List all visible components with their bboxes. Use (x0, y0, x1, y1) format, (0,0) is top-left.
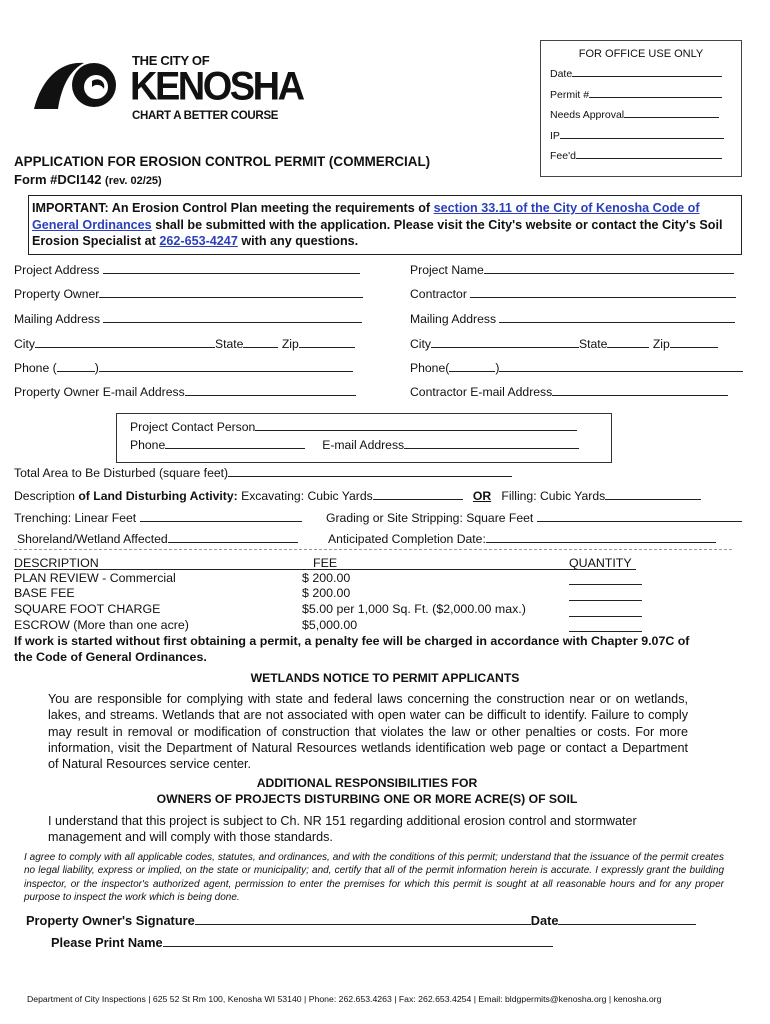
page-footer: Department of City Inspections | 625 52 St Rm 100, Kenosha WI 53140 | Phone: 262.653.4263 | Fax: 262.653.4254 | Email: bldgpermits@kenosha.org | kenosha.org (27, 994, 662, 1004)
fee-table-header-quantity: QUANTITY (569, 556, 632, 570)
logo-line-1: THE CITY OF (132, 53, 210, 68)
form-number-code: Form #DCI142 (14, 172, 102, 187)
fee-table-header-rule (14, 569, 636, 570)
fee-row: PLAN REVIEW - Commercial (14, 571, 176, 585)
owner-mailing-address-field[interactable]: Mailing Address (14, 312, 362, 326)
contractor-phone-field[interactable]: Phone( ) (410, 361, 743, 375)
fee-table-header-description: DESCRIPTION (14, 556, 99, 570)
office-date-field[interactable]: Date (550, 64, 741, 85)
form-revision: (rev. 02/25) (105, 175, 162, 187)
fee-row: ESCROW (More than one acre) (14, 618, 189, 632)
additional-text: I understand that this project is subject to Ch. NR 151 regarding additional erosion control and stormwater management and will comply with those standards. (48, 814, 637, 845)
city-logo (32, 53, 303, 123)
contractor-city-state-zip-field[interactable]: City State Zip (410, 337, 718, 351)
owner-city-state-zip-field[interactable]: City State Zip (14, 337, 355, 351)
contact-phone-email-field[interactable]: Phone E-mail Address (130, 438, 579, 452)
fee-value: $5.00 per 1,000 Sq. Ft. ($2,000.00 max.) (302, 602, 526, 616)
office-use-box (540, 40, 742, 177)
project-contact-box (116, 413, 612, 463)
total-area-field[interactable]: Total Area to Be Disturbed (square feet) (14, 466, 512, 480)
owner-signature-field[interactable]: Property Owner's Signature Date (26, 913, 696, 928)
grading-field[interactable]: Grading or Site Stripping: Square Feet (326, 511, 742, 525)
specialist-phone-link[interactable]: 262-653-4247 (159, 234, 238, 248)
wetlands-title: WETLANDS NOTICE TO PERMIT APPLICANTS (250, 671, 520, 685)
office-use-title: FOR OFFICE USE ONLY (578, 48, 704, 60)
print-name-field[interactable]: Please Print Name (51, 935, 553, 950)
page-title: APPLICATION FOR EROSION CONTROL PERMIT (COMMERCIAL) (14, 154, 431, 169)
fee-value: $ 200.00 (302, 571, 351, 585)
quantity-input[interactable] (569, 584, 642, 585)
project-name-field[interactable]: Project Name (410, 263, 734, 277)
property-owner-field[interactable]: Property Owner (14, 287, 363, 301)
additional-title-1: ADDITIONAL RESPONSIBILITIES FOR (256, 776, 478, 790)
owner-phone-field[interactable]: Phone ( ) (14, 361, 353, 375)
quantity-input[interactable] (569, 631, 642, 632)
land-disturbing-description[interactable]: Description of Land Disturbing Activity: Excavating: Cubic Yards OR Filling: Cubic Yards (14, 489, 701, 503)
quantity-input[interactable] (569, 616, 642, 617)
fee-value: $ 200.00 (302, 586, 351, 600)
contact-person-field[interactable]: Project Contact Person (130, 420, 577, 434)
completion-date-field[interactable]: Anticipated Completion Date: (328, 532, 716, 546)
ordinance-link[interactable]: section 33.11 of the City of Kenosha Code of General Ordinances (32, 201, 700, 232)
important-notice: IMPORTANT: An Erosion Control Plan meeting the requirements of section 33.11 of the City of Kenosha Code of General Ordinances shall be submitted with the application. Please visit the City's website or contact the City's Soil Erosion Specialist at 262-653-4247 with any questions. (28, 195, 742, 255)
office-approval-field[interactable]: Needs Approval (550, 105, 741, 126)
logo-line-3: CHART A BETTER COURSE (132, 110, 279, 122)
section-divider (14, 549, 732, 550)
wetlands-text: You are responsible for complying with state and federal laws concerning the construction near or on wetlands, lakes, and streams. Wetlands that are not associated with open water can be difficult to identify. Failure to comply may result in removal or modification of construction that violates the law or other penalties or costs. For more information, visit the Department of Natural Resources wetlands identification web page or contact a Department of Natural Resources service center. (48, 692, 688, 772)
kenosha-wave-logo-icon (32, 57, 132, 113)
quantity-input[interactable] (569, 600, 642, 601)
contractor-field[interactable]: Contractor (410, 287, 736, 301)
fee-table-header-fee: FEE (313, 556, 338, 570)
office-feed-field[interactable]: Fee'd (550, 146, 741, 167)
form-number (14, 172, 162, 187)
shoreland-field[interactable]: Shoreland/Wetland Affected (17, 532, 298, 546)
agreement-text: I agree to comply with all applicable codes, statutes, and ordinances, and with the conditions of this permit; understand that the issuance of the permit creates no legal liability, express or implied, on the state or municipality; and, certify that all of the permit information herein is accurate. I expressly grant the building inspector, or the inspector's authorized agent, permission to enter the premises for which this permit is sought at all reasonable hours and for any proper purpose to inspect the work which is being done. (24, 852, 724, 903)
fee-row: BASE FEE (14, 586, 75, 600)
contractor-email-field[interactable]: Contractor E-mail Address (410, 385, 728, 399)
additional-title-2: OWNERS OF PROJECTS DISTURBING ONE OR MORE ACRE(S) OF SOIL (156, 792, 578, 806)
trenching-field[interactable]: Trenching: Linear Feet (14, 511, 302, 525)
fee-row: SQUARE FOOT CHARGE (14, 602, 161, 616)
owner-email-field[interactable]: Property Owner E-mail Address (14, 385, 356, 399)
penalty-notice-line2: the Code of General Ordinances. (14, 650, 207, 664)
project-address-field[interactable]: Project Address (14, 263, 360, 277)
logo-line-2: KENOSHA (130, 65, 303, 110)
contractor-mailing-address-field[interactable]: Mailing Address (410, 312, 735, 326)
office-ip-field[interactable]: IP (550, 126, 741, 147)
penalty-notice-line1: If work is started without first obtaining a permit, a penalty fee will be charged in accordance with Chapter 9.07C of (14, 634, 690, 648)
office-permit-field[interactable]: Permit # (550, 85, 741, 106)
fee-value: $5,000.00 (302, 618, 358, 632)
